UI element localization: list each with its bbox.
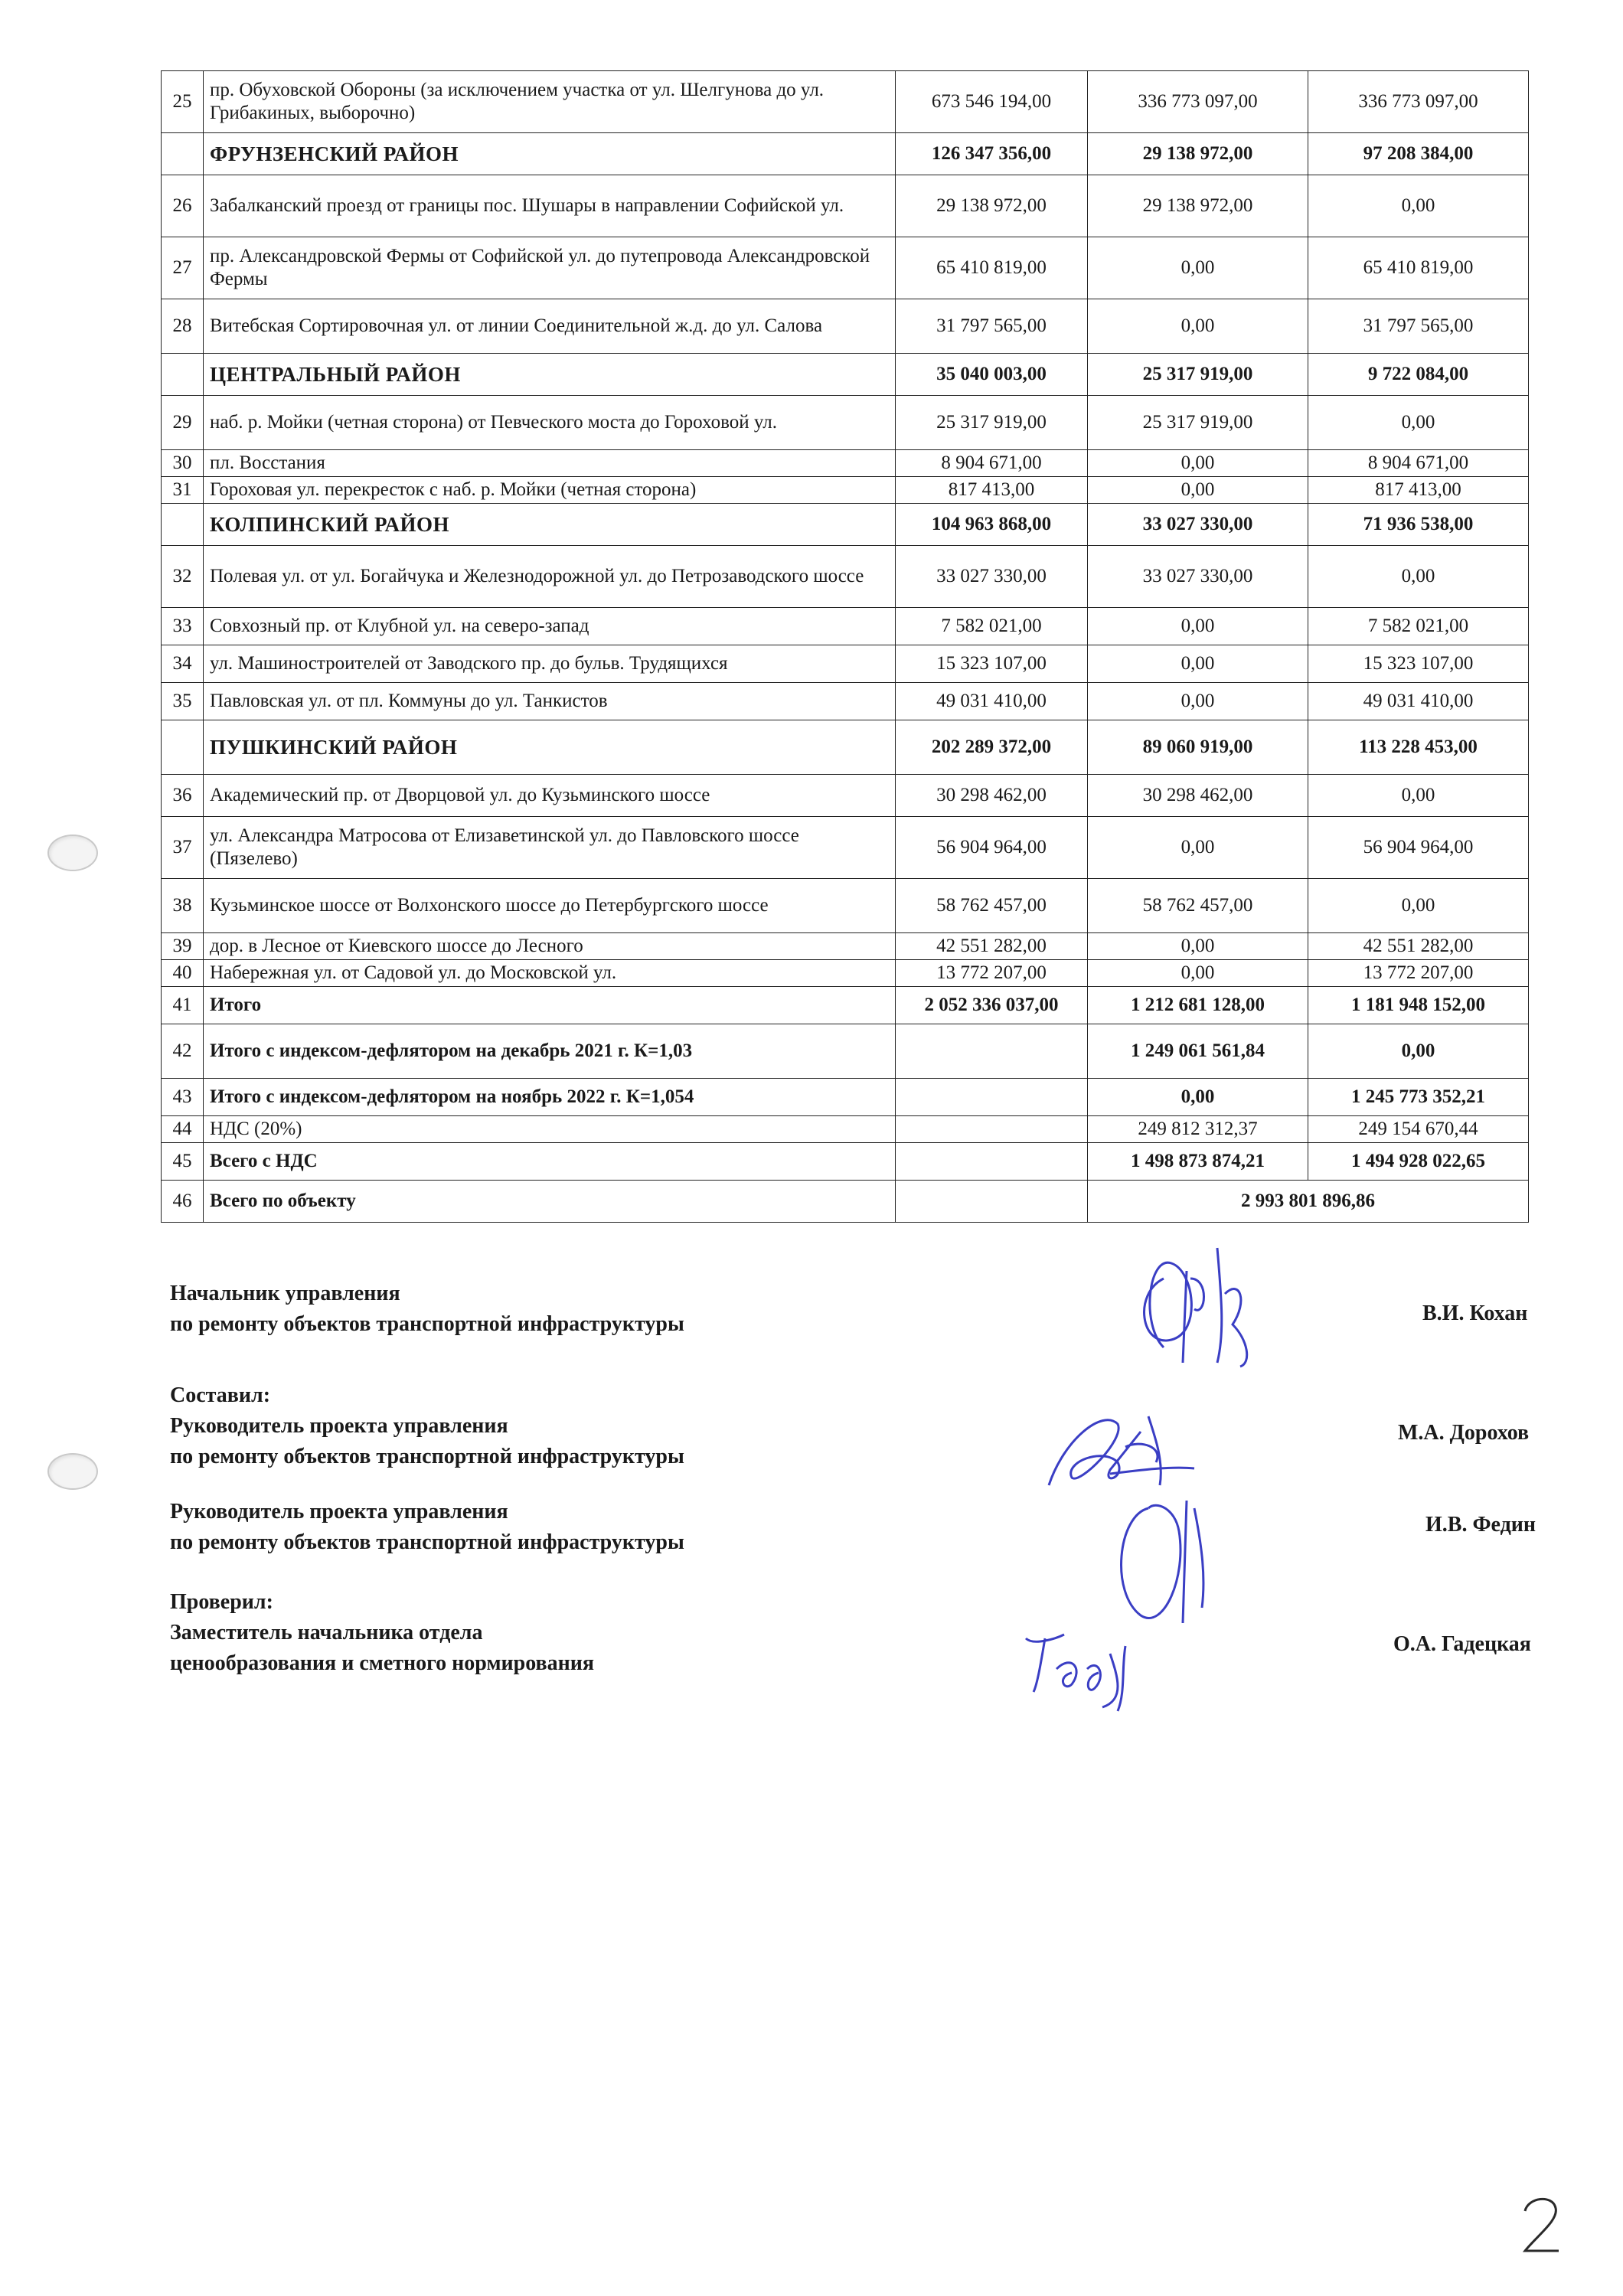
table-row: 30 пл. Восстания 8 904 671,00 0,00 8 904 671,00 (162, 450, 1529, 477)
table-row-district: КОЛПИНСКИЙ РАЙОН 104 963 868,00 33 027 330,00 71 936 538,00 (162, 504, 1529, 546)
signer-title: Руководитель проекта управления (170, 1414, 508, 1438)
table-row-total-deflator-2022: 43 Итого с индексом-дефлятором на ноябрь 2022 г. К=1,054 0,00 1 245 773 352,21 (162, 1079, 1529, 1116)
table-row: 26 Забалканский проезд от границы пос. Шушары в направлении Софийской ул. 29 138 972,00 29 138 972,00 0,00 (162, 175, 1529, 237)
table-row-district: ФРУНЗЕНСКИЙ РАЙОН 126 347 356,00 29 138 972,00 97 208 384,00 (162, 133, 1529, 175)
signer-name-fedin: И.В. Федин (1425, 1513, 1536, 1537)
signature-block-2 (170, 1380, 684, 1472)
table-row: 39 дор. в Лесное от Киевского шоссе до Лесного 42 551 282,00 0,00 42 551 282,00 (162, 933, 1529, 960)
table-row: 32 Полевая ул. от ул. Богайчука и Железнодорожной ул. до Петрозаводского шоссе 33 027 330,00 33 027 330,00 0,00 (162, 546, 1529, 608)
signature-block-4 (170, 1587, 594, 1679)
table-row-total: 41 Итого 2 052 336 037,00 1 212 681 128,00 1 181 948 152,00 (162, 987, 1529, 1024)
handwritten-signature-kokhan (1118, 1233, 1271, 1378)
table-row-vat: 44 НДС (20%) 249 812 312,37 249 154 670,44 (162, 1116, 1529, 1143)
table-row: 25 пр. Обуховской Обороны (за исключением участка от ул. Шелгунова до ул. Грибакиных, выборочно) 673 546 194,00 336 773 097,00 336 773 097,00 (162, 71, 1529, 133)
table-row: 33 Совхозный пр. от Клубной ул. на северо-запад 7 582 021,00 0,00 7 582 021,00 (162, 608, 1529, 645)
table-row-district: ЦЕНТРАЛЬНЫЙ РАЙОН 35 040 003,00 25 317 919,00 9 722 084,00 (162, 354, 1529, 396)
signer-title: по ремонту объектов транспортной инфраструктуры (170, 1445, 684, 1468)
table-row-district: ПУШКИНСКИЙ РАЙОН 202 289 372,00 89 060 919,00 113 228 453,00 (162, 720, 1529, 775)
table-row: 34 ул. Машиностроителей от Заводского пр. до бульв. Трудящихся 15 323 107,00 0,00 15 323 107,00 (162, 645, 1529, 683)
section-label: Составил: (170, 1383, 271, 1407)
table-row: 28 Витебская Сортировочная ул. от линии Соединительной ж.д. до ул. Салова 31 797 565,00 0,00 31 797 565,00 (162, 299, 1529, 354)
signer-title: Руководитель проекта управления (170, 1500, 508, 1524)
signer-title: ценообразования и сметного нормирования (170, 1651, 595, 1675)
section-label: Проверил: (170, 1590, 273, 1614)
signer-title: по ремонту объектов транспортной инфраструктуры (170, 1312, 684, 1336)
table-row: 31 Гороховая ул. перекресток с наб. р. Мойки (четная сторона) 817 413,00 0,00 817 413,00 (162, 477, 1529, 504)
signer-name-kokhan: В.И. Кохан (1422, 1302, 1528, 1325)
signer-name-gadetskaya: О.А. Гадецкая (1393, 1632, 1531, 1656)
table-row: 27 пр. Александровской Фермы от Софийской ул. до путепровода Александровской Фермы 65 410 819,00 0,00 65 410 819,00 (162, 237, 1529, 299)
signer-title: Заместитель начальника отдела (170, 1621, 483, 1644)
signature-block-3 (170, 1497, 684, 1558)
punch-hole-bottom (47, 1453, 98, 1490)
signer-title: Начальник управления (170, 1282, 400, 1305)
estimate-table (161, 70, 1529, 1223)
table-row: 36 Академический пр. от Дворцовой ул. до Кузьминского шоссе 30 298 462,00 30 298 462,00 0,00 (162, 775, 1529, 817)
table-row-grand-total: 46 Всего по объекту 2 993 801 896,86 (162, 1181, 1529, 1223)
table-row: 35 Павловская ул. от пл. Коммуны до ул. Танкистов 49 031 410,00 0,00 49 031 410,00 (162, 683, 1529, 720)
punch-hole-top (47, 834, 98, 871)
signer-name-dorokhov: М.А. Дорохов (1398, 1421, 1530, 1445)
table-row-total-with-vat: 45 Всего с НДС 1 498 873 874,21 1 494 928 022,65 (162, 1143, 1529, 1181)
table-row: 37 ул. Александра Матросова от Елизаветинской ул. до Павловского шоссе (Пязелево) 56 904 964,00 0,00 56 904 964,00 (162, 817, 1529, 879)
table-row-total-deflator-2021: 42 Итого с индексом-дефлятором на декабрь 2021 г. К=1,03 1 249 061 561,84 0,00 (162, 1024, 1529, 1079)
handwritten-page-number (1514, 2190, 1568, 2258)
handwritten-signature-gadetskaya (1011, 1623, 1148, 1715)
signer-title: по ремонту объектов транспортной инфраструктуры (170, 1530, 684, 1554)
table-row: 40 Набережная ул. от Садовой ул. до Московской ул. 13 772 207,00 0,00 13 772 207,00 (162, 960, 1529, 987)
table-row: 38 Кузьминское шоссе от Волхонского шоссе до Петербургского шоссе 58 762 457,00 58 762 457,00 0,00 (162, 879, 1529, 933)
signature-block-1 (170, 1279, 684, 1340)
table-row: 29 наб. р. Мойки (четная сторона) от Певческого моста до Гороховой ул. 25 317 919,00 25 317 919,00 0,00 (162, 396, 1529, 450)
